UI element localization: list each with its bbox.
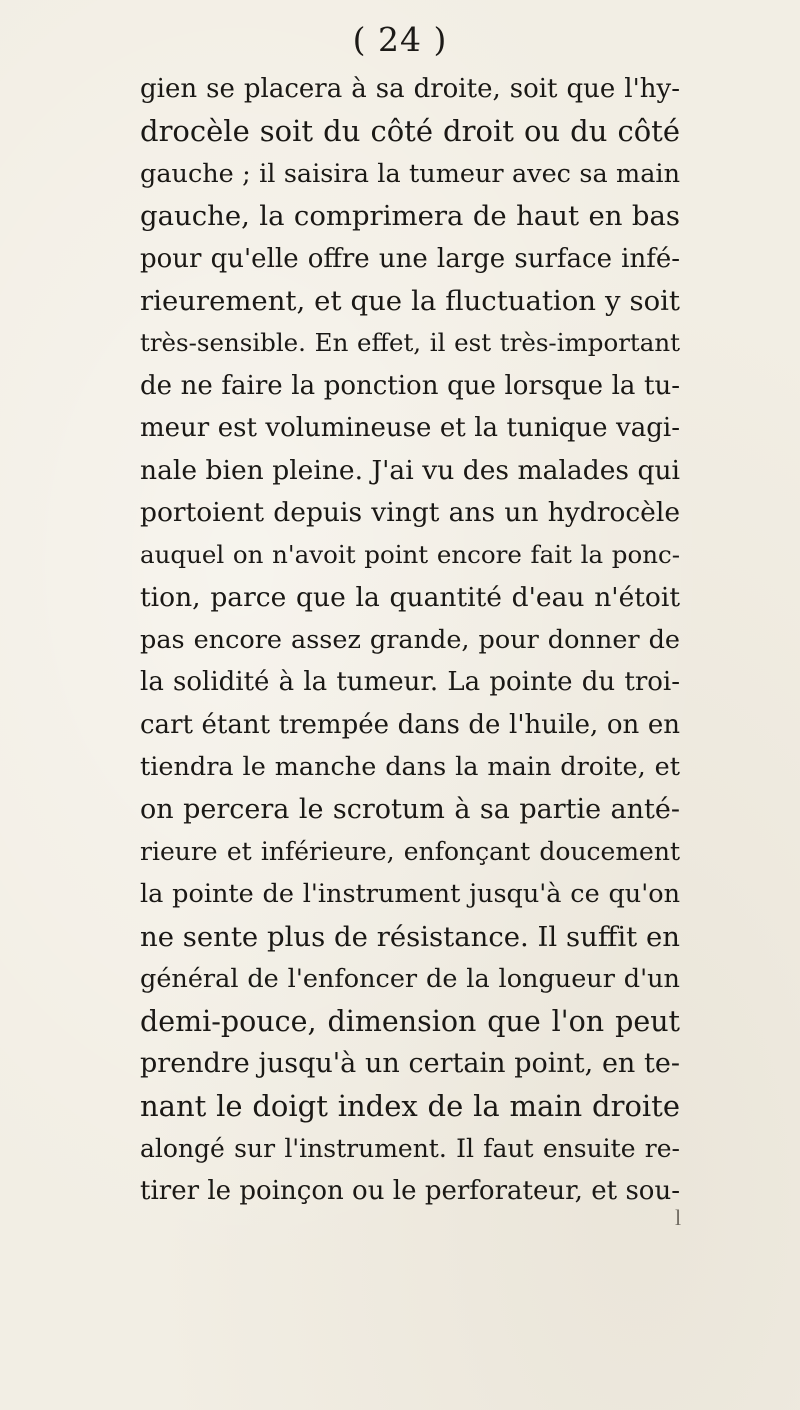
text-line: meur est volumineuse et la tunique vagi- bbox=[140, 413, 680, 444]
text-line: gauche, la comprimera de haut en bas bbox=[140, 200, 680, 233]
text-line: portoient depuis vingt ans un hydrocèle bbox=[140, 496, 680, 528]
text-line: cart étant trempée dans de l'huile, on en bbox=[140, 709, 680, 740]
text-line: nant le doigt index de la main droite bbox=[140, 1089, 680, 1124]
signature-mark: l bbox=[675, 1205, 682, 1230]
text-line: très-sensible. En effet, il est très-important bbox=[140, 328, 680, 358]
text-line: tiendra le manche dans la main droite, et bbox=[140, 752, 680, 783]
text-line: pas encore assez grande, pour donner de bbox=[140, 625, 680, 656]
text-line: rieurement, et que la fluctuation y soit bbox=[140, 284, 680, 317]
text-line: auquel on n'avoit point encore fait la ponc- bbox=[140, 540, 680, 570]
text-line: drocèle soit du côté droit ou du côté bbox=[140, 114, 680, 149]
text-line: tirer le poinçon ou le perforateur, et sou- bbox=[140, 1176, 680, 1207]
text-line: général de l'enfoncer de la longueur d'un bbox=[140, 964, 680, 995]
text-line: alongé sur l'instrument. Il faut ensuite re- bbox=[140, 1133, 680, 1163]
text-line: rieure et inférieure, enfonçant doucement bbox=[140, 837, 680, 867]
text-line: gien se placera à sa droite, soit que l'hy- bbox=[140, 74, 680, 104]
text-line: ne sente plus de résistance. Il suffit en bbox=[140, 920, 680, 953]
page-number: ( 24 ) bbox=[352, 20, 448, 59]
text-line: de ne faire la ponction que lorsque la tu- bbox=[140, 370, 680, 401]
text-line: tion, parce que la quantité d'eau n'étoit bbox=[140, 581, 680, 613]
text-line: demi-pouce, dimension que l'on peut bbox=[140, 1004, 680, 1038]
text-line: la solidité à la tumeur. La pointe du troi- bbox=[140, 667, 680, 698]
text-line: pour qu'elle offre une large surface infé- bbox=[140, 243, 680, 274]
text-line: on percera le scrotum à sa partie anté- bbox=[140, 793, 680, 825]
text-line: gauche ; il saisira la tumeur avec sa main bbox=[140, 158, 680, 189]
body-text bbox=[140, 68, 680, 1213]
text-line: prendre jusqu'à un certain point, en te- bbox=[140, 1047, 680, 1079]
text-line: la pointe de l'instrument jusqu'à ce qu'on bbox=[140, 879, 680, 910]
text-line: nale bien pleine. J'ai vu des malades qui bbox=[140, 454, 680, 486]
